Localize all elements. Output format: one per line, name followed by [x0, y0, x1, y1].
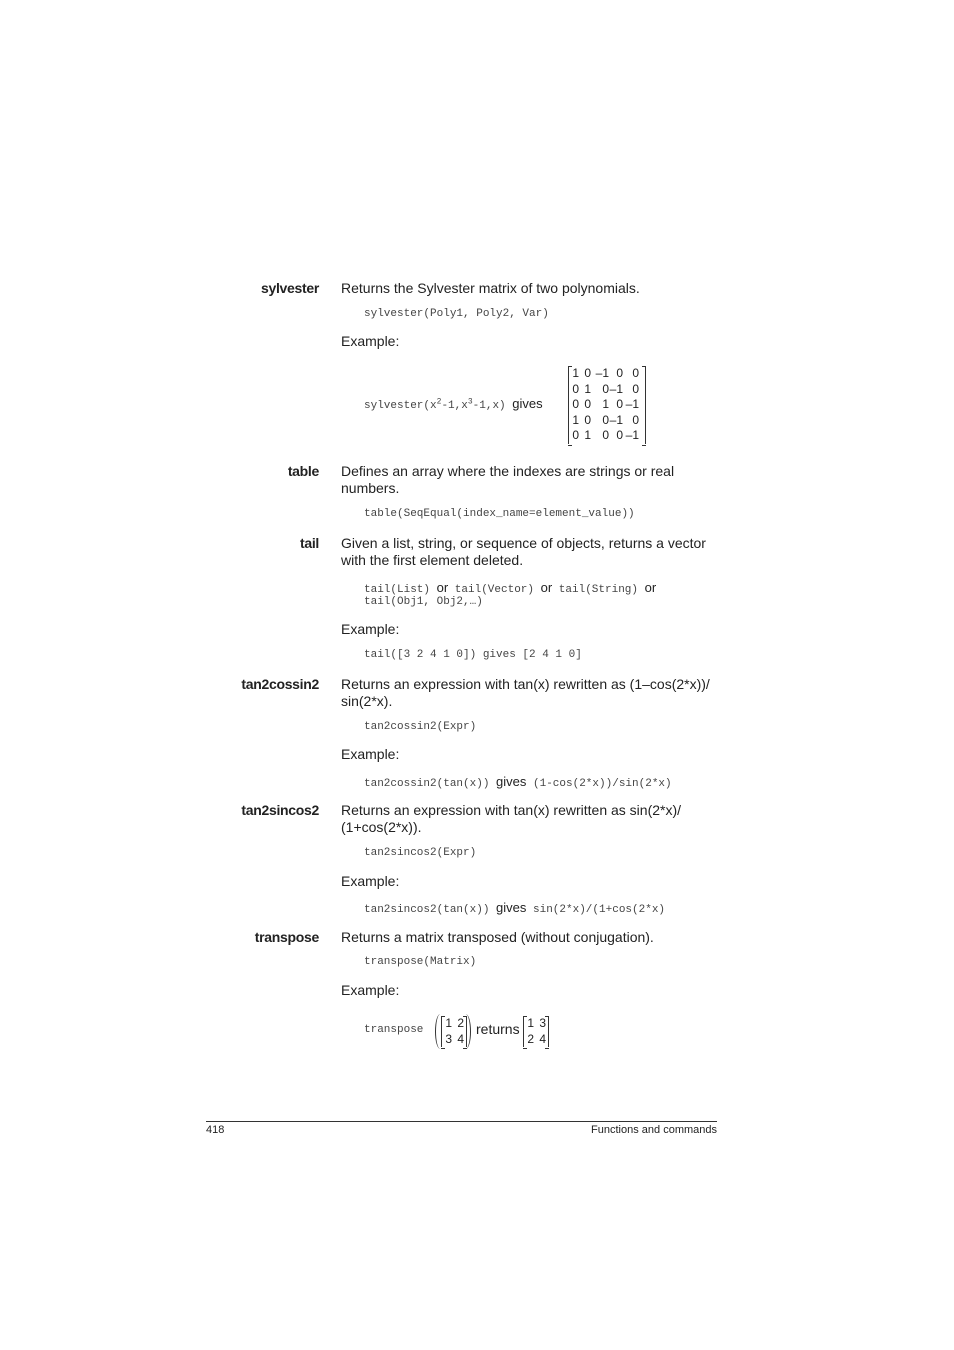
matrix-cell: 4	[457, 1031, 464, 1046]
example-code: tan2sincos2(tan(x))	[364, 904, 490, 916]
example-word: gives	[496, 900, 527, 915]
matrix-row	[526, 1016, 546, 1032]
matrix-row	[444, 1016, 464, 1032]
matrix-cell: 0	[584, 412, 591, 427]
syntax-sylvester: sylvester(Poly1, Poly2, Var)	[364, 308, 549, 320]
entry-name-transpose: transpose	[254, 929, 319, 945]
entry-description-tan2sincos2: Returns an expression with tan(x) rewritten as sin(2*x)/ (1+cos(2*x)).	[341, 802, 682, 835]
sylvester-result-matrix	[568, 366, 646, 444]
or-word: or	[644, 580, 657, 595]
matrix-cell: –1	[625, 428, 639, 443]
matrix-cell: 0	[572, 397, 579, 412]
matrix-cell: 1	[445, 1016, 452, 1030]
matrix-cell: –1	[595, 366, 609, 380]
example-label-tail: Example:	[341, 621, 400, 637]
syntax-transpose: transpose(Matrix)	[364, 956, 477, 968]
example-label-tan2sincos2: Example:	[341, 873, 400, 889]
matrix-cell: 2	[457, 1016, 464, 1030]
or-word: or	[540, 580, 553, 595]
entry-name-table: table	[287, 463, 319, 479]
matrix-row	[571, 428, 643, 444]
matrix-cell: –1	[609, 381, 623, 396]
example-code-part: -1,x)	[472, 400, 506, 412]
matrix-cell: 3	[539, 1016, 546, 1030]
example-label-transpose: Example:	[341, 982, 400, 998]
matrix-row	[571, 413, 643, 429]
example-result: (1-cos(2*x))/sin(2*x)	[533, 778, 672, 790]
entry-name-tail: tail	[299, 535, 319, 551]
entry-description-tail: Given a list, string, or sequence of objects, returns a vector with the first element deleted.	[341, 535, 706, 568]
transpose-input-matrix	[441, 1016, 467, 1047]
matrix-cell: 2	[527, 1031, 534, 1046]
matrix-cell: 0	[602, 381, 609, 396]
exponent: 2	[436, 397, 442, 407]
syntax-table: table(SeqEqual(index_name=element_value))	[364, 508, 635, 520]
example-code-transpose: transpose	[364, 1024, 424, 1036]
entry-name-sylvester: sylvester	[260, 280, 319, 296]
entry-description-tan2cossin2: Returns an expression with tan(x) rewritten as (1–cos(2*x))/ sin(2*x).	[341, 676, 710, 709]
matrix-row	[526, 1032, 546, 1048]
matrix-cell: 3	[445, 1031, 452, 1046]
example-tan2cossin2	[364, 774, 672, 790]
syntax-tan2sincos2: tan2sincos2(Expr)	[364, 847, 477, 859]
syntax-tan2cossin2: tan2cossin2(Expr)	[364, 721, 477, 733]
matrix-cell: 0	[572, 428, 579, 443]
example-word: gives	[512, 396, 543, 411]
matrix-cell: 1	[527, 1016, 534, 1030]
entry-name-tan2cossin2: tan2cossin2	[241, 676, 319, 692]
syntax-tail-string: tail(String)	[558, 584, 639, 596]
matrix-cell: 0	[584, 366, 591, 380]
example-word-returns: returns	[476, 1021, 520, 1037]
footer-section-title: Functions and commands	[591, 1124, 717, 1136]
matrix-cell: 0	[602, 428, 609, 443]
matrix-cell: 0	[584, 397, 591, 412]
matrix-cell: –1	[625, 397, 639, 412]
example-word: gives	[496, 774, 527, 789]
entry-description-transpose: Returns a matrix transposed (without conjugation).	[341, 929, 654, 945]
transpose-output-matrix	[523, 1016, 549, 1047]
example-sylvester	[364, 396, 543, 412]
matrix-cell: 4	[539, 1031, 546, 1046]
syntax-tail-list: tail(List)	[364, 584, 431, 596]
exponent: 3	[467, 397, 473, 407]
matrix-cell: 1	[584, 381, 591, 396]
matrix-cell: 0	[572, 381, 579, 396]
example-label-tan2cossin2: Example:	[341, 746, 400, 762]
matrix-cell: 0	[616, 366, 623, 380]
matrix-cell: –1	[609, 412, 623, 427]
matrix-row	[571, 382, 643, 398]
syntax-tail-line1	[364, 580, 656, 596]
example-code-part: sylvester(x	[364, 400, 437, 412]
example-tail: tail([3 2 4 1 0]) gives [2 4 1 0]	[364, 649, 582, 661]
matrix-cell: 0	[616, 397, 623, 412]
example-result: sin(2*x)/(1+cos(2*x)	[533, 904, 666, 916]
matrix-cell: 0	[632, 381, 639, 396]
matrix-cell: 1	[572, 412, 579, 427]
matrix-cell: 0	[602, 412, 609, 427]
entry-description-sylvester: Returns the Sylvester matrix of two polynomials.	[341, 280, 640, 296]
syntax-tail-objects: tail(Obj1, Obj2,…)	[364, 596, 483, 608]
matrix-cell: 1	[602, 397, 609, 412]
syntax-tail-vector: tail(Vector)	[454, 584, 535, 596]
page-number: 418	[206, 1124, 225, 1136]
matrix-cell: 0	[632, 366, 639, 380]
matrix-cell: 1	[584, 428, 591, 443]
example-label-sylvester: Example:	[341, 333, 400, 349]
matrix-row	[444, 1032, 464, 1048]
entry-name-tan2sincos2: tan2sincos2	[241, 802, 319, 818]
matrix-row	[571, 366, 643, 382]
or-word: or	[436, 580, 449, 595]
example-code-part: -1,x	[441, 400, 468, 412]
entry-description-table: Defines an array where the indexes are strings or real numbers.	[341, 463, 675, 496]
example-code: tan2cossin2(tan(x))	[364, 778, 490, 790]
matrix-cell: 1	[572, 366, 579, 380]
footer-rule	[206, 1121, 717, 1122]
matrix-cell: 0	[616, 428, 623, 443]
matrix-cell: 0	[632, 412, 639, 427]
matrix-row	[571, 397, 643, 413]
example-tan2sincos2	[364, 900, 665, 916]
